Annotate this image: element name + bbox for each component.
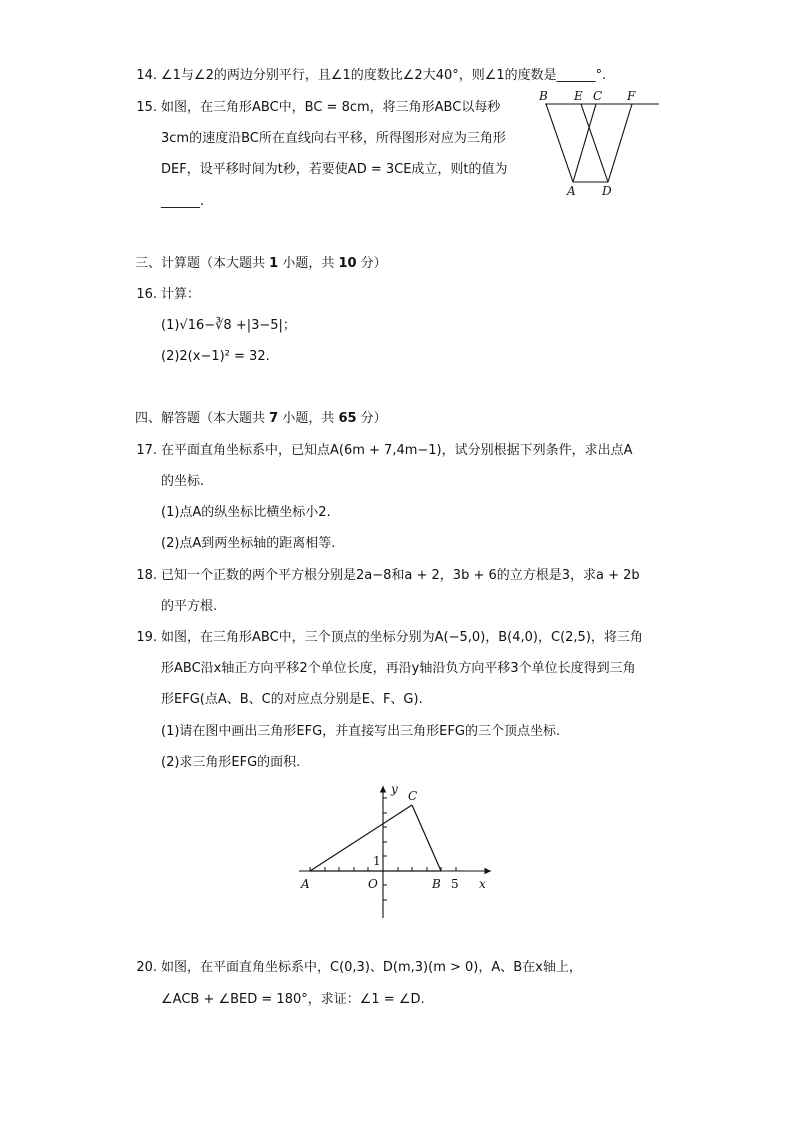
y-ticks [383, 798, 387, 900]
label-O: O [368, 877, 378, 891]
sub-question-1: (1)点A的纵坐标比横坐标小2. [161, 505, 331, 520]
label-E: E [574, 89, 583, 103]
label-B: B [432, 877, 441, 891]
question-text-line: 如图，在三角形ABC中，三个顶点的坐标分别为A(−5,0)，B(4,0)，C(2,5)，将三角 [161, 630, 643, 645]
section-heading-text: 三、计算题（本大题共 [135, 256, 270, 271]
label-C: C [408, 789, 418, 803]
question-number: 14. [136, 68, 157, 83]
segment-DF [608, 104, 632, 182]
section-count: 1 [269, 256, 279, 271]
question-text-line: 如图，在平面直角坐标系中，C(0,3)、D(m,3)(m > 0)，A、B在x轴上， [161, 960, 582, 975]
question-text-line: 的坐标. [161, 474, 205, 489]
section-heading-text: 分） [356, 411, 387, 426]
segment-AC [310, 805, 412, 871]
translation-figure [535, 88, 665, 200]
coordinate-figure [295, 778, 505, 923]
question-text-line: DEF，设平移时间为t秒，若要使AD = 3CE成立，则t的值为 [161, 162, 508, 177]
sub-question-1: (1)√16−∛8 +|3−5|； [161, 318, 296, 333]
section-score: 65 [338, 411, 357, 426]
question-number: 18. [136, 568, 157, 583]
sub-question-2: (2)2(x−1)² = 32. [161, 349, 270, 364]
section-heading-text: 小题，共 [278, 256, 339, 271]
label-B: B [539, 89, 548, 103]
sub-question-2: (2)点A到两坐标轴的距离相等. [161, 536, 336, 551]
section-count: 7 [269, 411, 279, 426]
question-text-line: 形ABC沿x轴正方向平移2个单位长度，再沿y轴沿负方向平移3个单位长度得到三角 [161, 661, 636, 676]
section-score: 10 [338, 256, 357, 271]
question-text-line: 的平方根. [161, 599, 218, 614]
question-number: 16. [136, 287, 157, 302]
label-D: D [602, 184, 612, 198]
section-4-heading [135, 409, 387, 429]
label-A: A [567, 184, 576, 198]
segment-CB [412, 805, 441, 871]
segment-BA [546, 104, 573, 182]
label-five: 5 [451, 877, 459, 891]
section-heading-text: 四、解答题（本大题共 [135, 411, 270, 426]
label-y: y [391, 782, 398, 796]
sub-question-1: (1)请在图中画出三角形EFG，并直接写出三角形EFG的三个顶点坐标. [161, 724, 561, 739]
question-number: 20. [136, 960, 157, 975]
question-number: 17. [136, 443, 157, 458]
question-text: 计算： [161, 287, 201, 302]
label-A: A [301, 877, 310, 891]
label-x: x [479, 877, 486, 891]
label-F: F [627, 89, 636, 103]
label-one: 1 [373, 854, 381, 868]
answer-blank: ______. [161, 194, 205, 209]
question-text-line: 如图，在三角形ABC中，BC = 8cm，将三角形ABC以每秒 [161, 100, 501, 115]
section-3-heading [135, 254, 387, 274]
question-text-line: 3cm的速度沿BC所在直线向右平移，所得图形对应为三角形 [161, 131, 506, 146]
question-text-line: 已知一个正数的两个平方根分别是2a−8和a + 2，3b + 6的立方根是3，求a + 2b [161, 568, 640, 583]
section-heading-text: 分） [356, 256, 387, 271]
question-text-line: 在平面直角坐标系中，已知点A(6m + 7,4m−1)，试分别根据下列条件，求出点A [161, 443, 633, 458]
question-text: ∠1与∠2的两边分别平行，且∠1的度数比∠2大40°，则∠1的度数是______°. [161, 68, 607, 83]
label-C: C [593, 89, 603, 103]
section-heading-text: 小题，共 [278, 411, 339, 426]
question-text-line: 形EFG(点A、B、C的对应点分别是E、F、G). [161, 692, 423, 707]
question-text-line: ∠ACB + ∠BED = 180°，求证：∠1 = ∠D. [161, 992, 425, 1007]
sub-question-2: (2)求三角形EFG的面积. [161, 755, 301, 770]
question-number: 19. [136, 630, 157, 645]
question-number: 15. [136, 100, 157, 115]
